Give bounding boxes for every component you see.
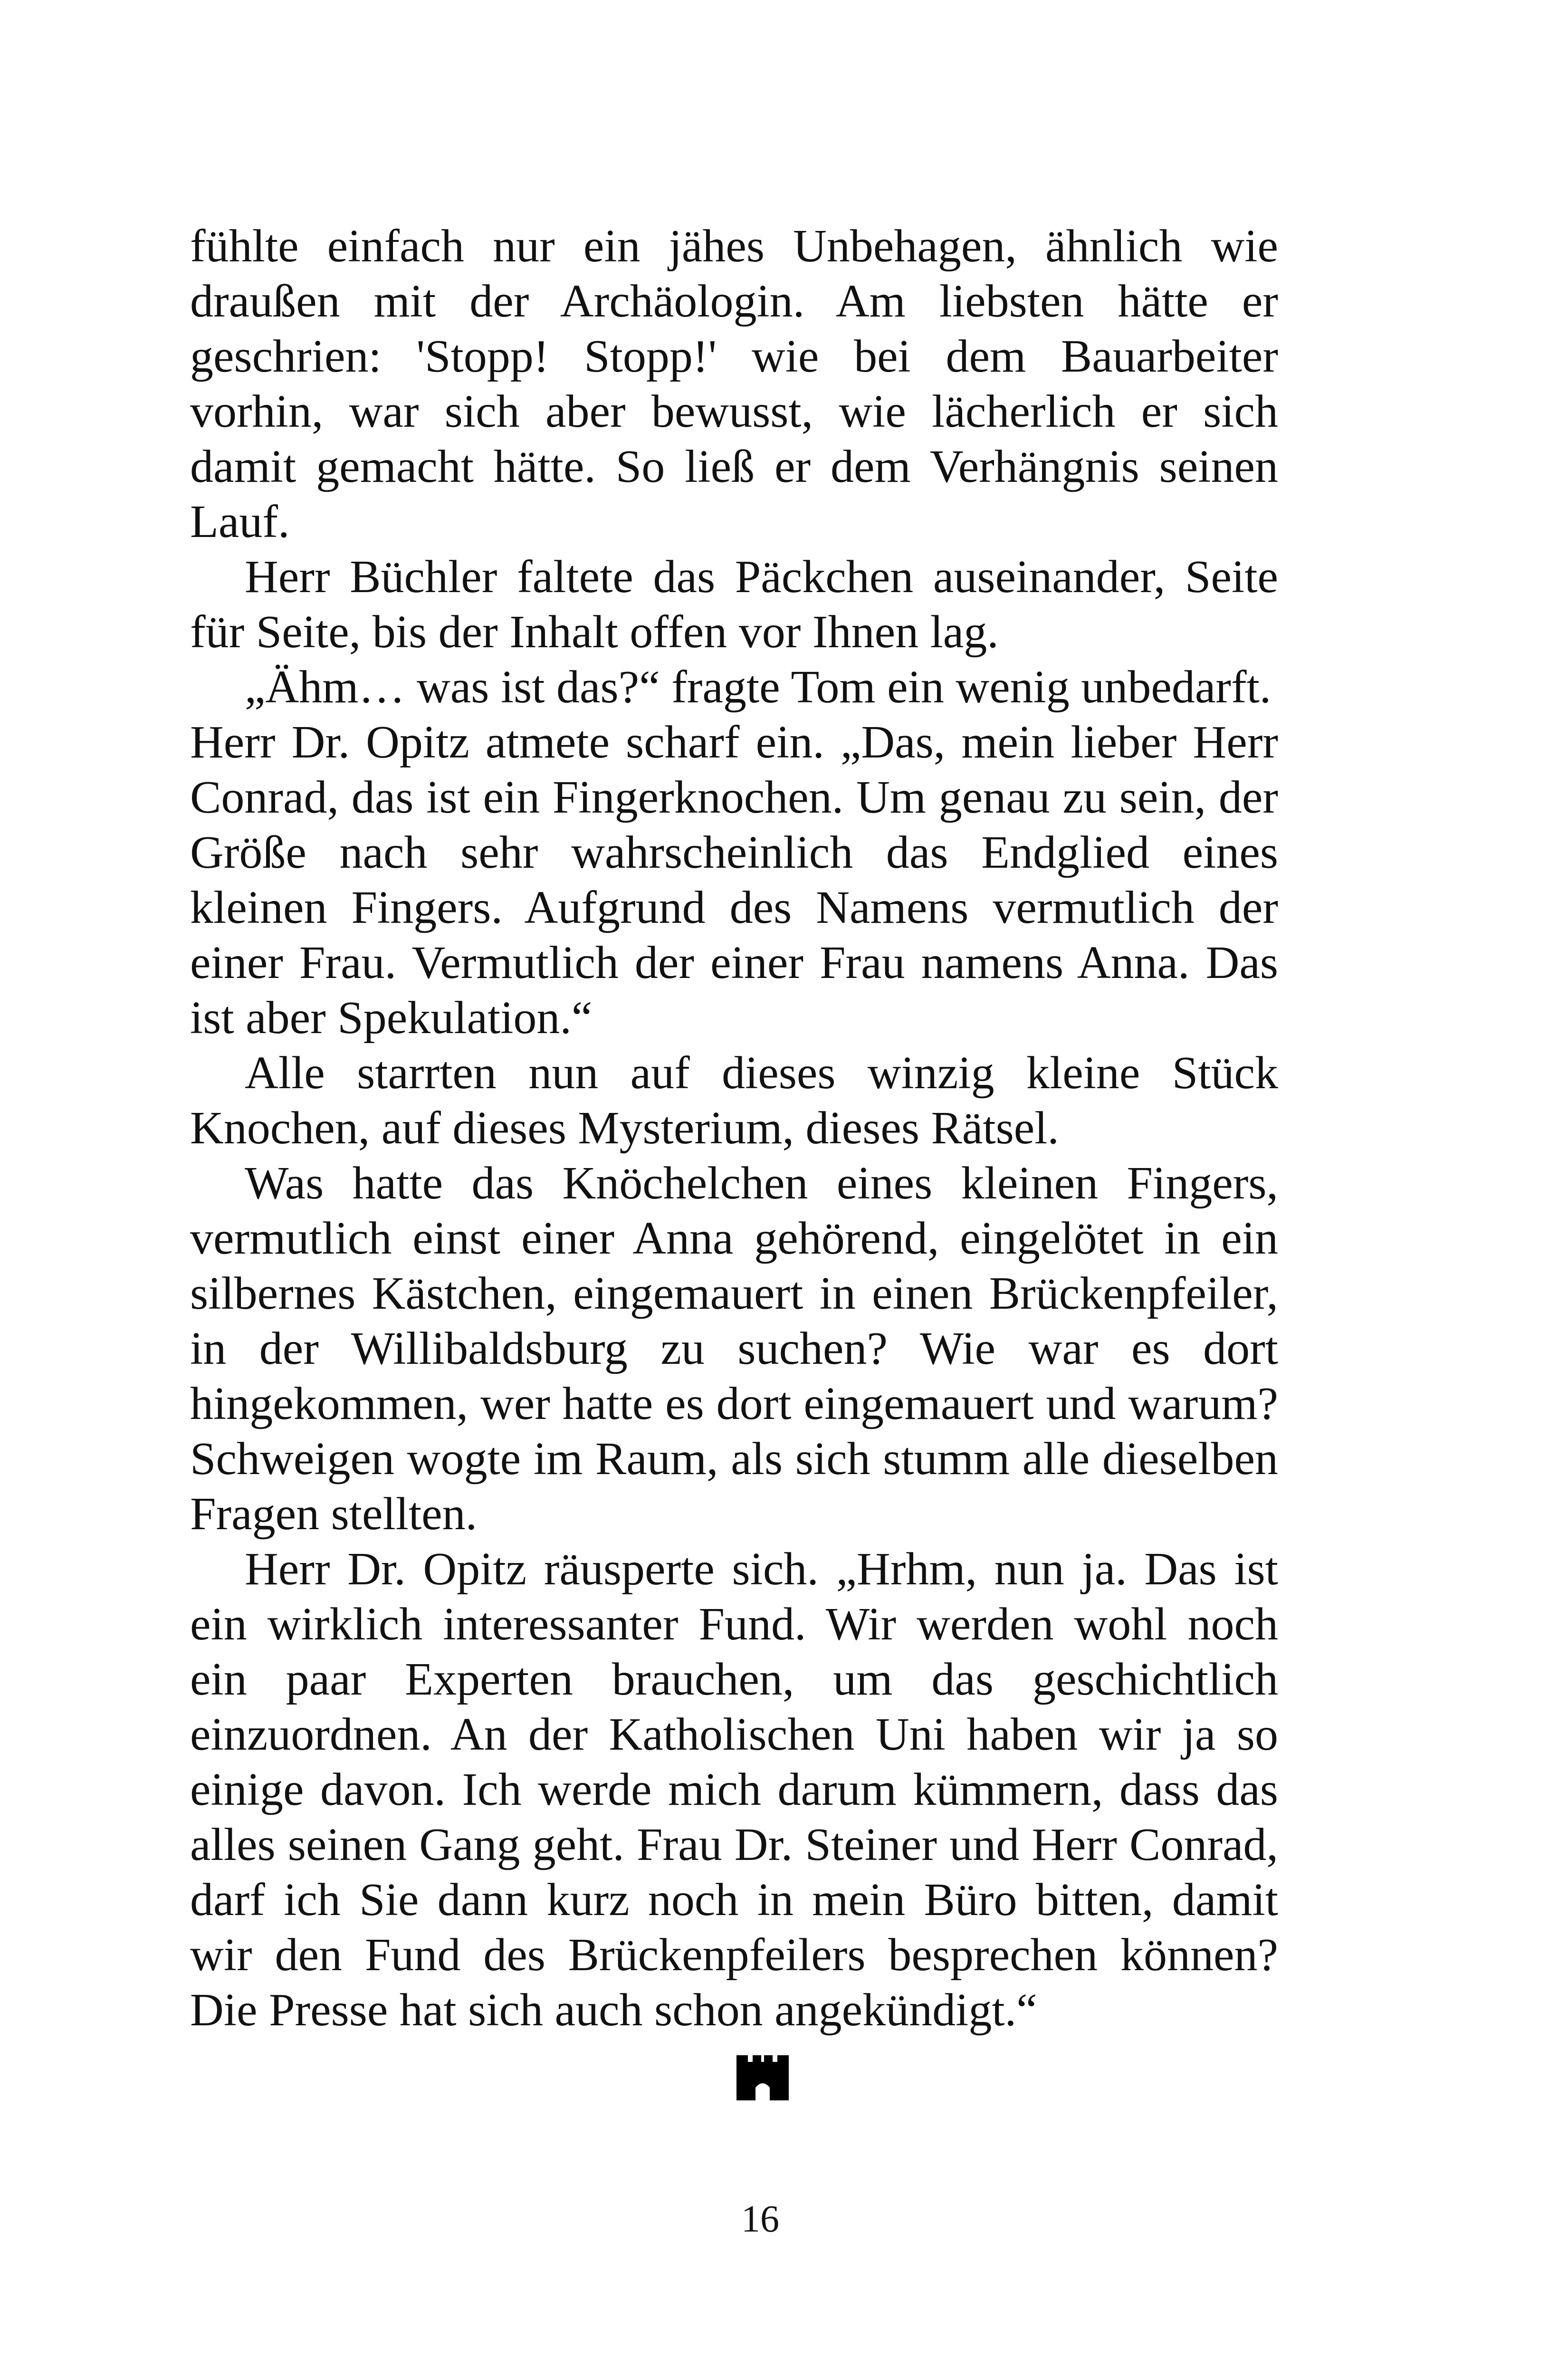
page-number: 16 bbox=[741, 2198, 779, 2240]
paragraph-6: Was hatte das Knöchelchen eines kleinen Fingers, vermutlich einst einer Anna gehörend, eingelötet in ein silbernes Kästchen, eingemauert in einen Brückenpfeiler, in der Willibaldsburg zu suchen? Wie war es dort hingekommen, wer hatte es dort eingemauert und warum? Schweigen wogte im Raum, als sich stumm alle dieselben Fragen stellten. bbox=[190, 1158, 1278, 1540]
paragraph-2: Herr Büchler faltete das Päckchen auseinander, Seite für Seite, bis der Inhalt offen vor Ihnen lag. bbox=[190, 551, 1278, 658]
paragraph-5: Alle starrten nun auf dieses winzig kleine Stück Knochen, auf dieses Mysterium, dieses Rätsel. bbox=[190, 1047, 1278, 1154]
paragraph-7: Herr Dr. Opitz räusperte sich. „Hrhm, nun ja. Das ist ein wirklich interessanter Fund. Wir werden wohl noch ein paar Experten brauchen, um das geschichtlich einzuordnen. An der Katholischen Uni haben wir ja so einige davon. Ich werde mich darum kümmern, dass das alles seinen Gang geht. Frau Dr. Steiner und Herr Conrad, darf ich Sie dann kurz noch in mein Büro bitten, damit wir den Fund des Brückenpfeilers besprechen können? Die Presse hat sich auch schon angekündigt.“ bbox=[190, 1543, 1278, 2036]
paragraph-1: fühlte einfach nur ein jähes Unbehagen, ähnlich wie draußen mit der Archäologin. Am liebsten hätte er geschrien: 'Stopp! Stopp!' wie bei dem Bauarbeiter vorhin, war sich aber bewusst, wie lächerlich er sich damit gemacht hätte. So ließ er dem Verhängnis seinen Lauf. bbox=[190, 220, 1278, 547]
paragraph-4: Herr Dr. Opitz atmete scharf ein. „Das, mein lieber Herr Conrad, das ist ein Fingerknochen. Um genau zu sein, der Größe nach sehr wahrscheinlich das Endglied eines kleinen Fingers. Aufgrund des Namens vermutlich der einer Frau. Vermutlich der einer Frau namens Anna. Das ist aber Spekulation.“ bbox=[190, 717, 1278, 1044]
paragraph-3: „Ähm… was ist das?“ fragte Tom ein wenig unbedarft. bbox=[245, 661, 1272, 713]
castle-icon bbox=[736, 2055, 789, 2100]
body-text bbox=[190, 219, 1278, 2038]
